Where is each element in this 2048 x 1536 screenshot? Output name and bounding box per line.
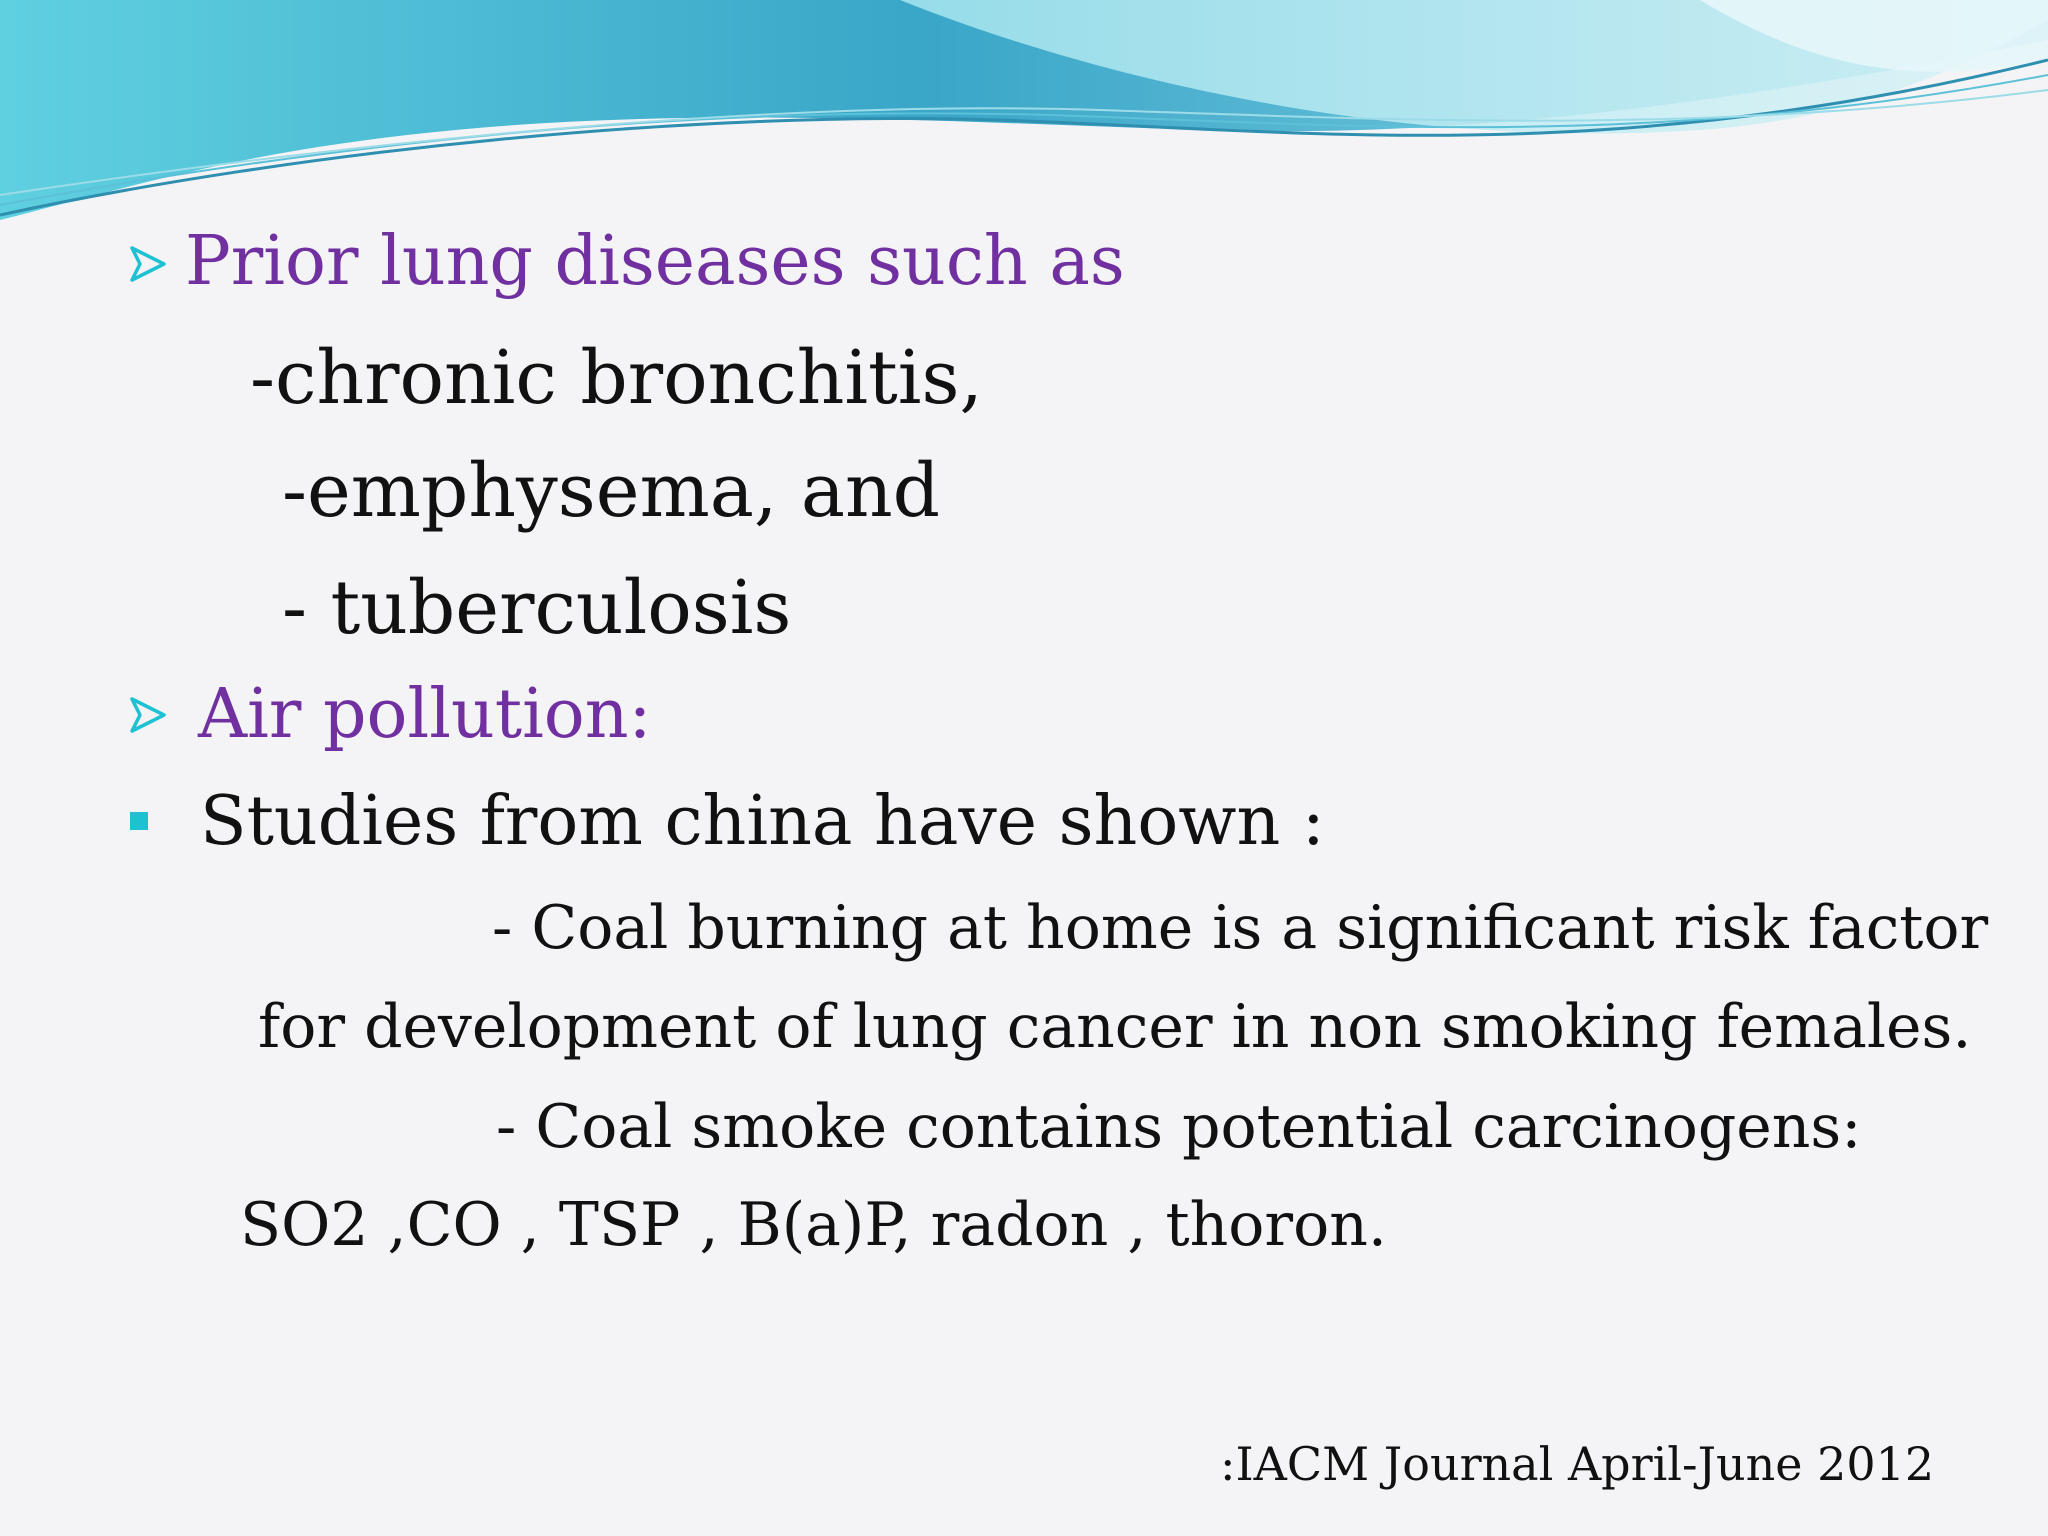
item-chronic-bronchitis: -chronic bronchitis, (250, 335, 983, 421)
coal-smoke-line-2: SO2 ,CO , TSP , B(a)P, radon , thoron. (240, 1190, 1387, 1260)
citation: :IACM Journal April-June 2012 (1220, 1437, 1935, 1491)
item-tuberculosis: - tuberculosis (282, 565, 792, 651)
chevron-arrow-icon (128, 244, 168, 284)
coal-burning-line-2: for development of lung cancer in non smoking females. (258, 992, 1972, 1062)
chevron-arrow-icon (128, 695, 168, 735)
bullet-studies-china: Studies from china have shown : (200, 782, 1325, 861)
coal-smoke-line-1: - Coal smoke contains potential carcinogens: (496, 1092, 1862, 1162)
bullet-air-pollution: Air pollution: (198, 675, 652, 754)
bullet-prior-lung-diseases: Prior lung diseases such as (185, 222, 1125, 301)
square-bullet-icon (130, 812, 148, 830)
coal-burning-line-1: - Coal burning at home is a significant risk factor (492, 893, 1989, 963)
header-wave-decoration (0, 0, 2048, 240)
item-emphysema: -emphysema, and (282, 448, 941, 534)
